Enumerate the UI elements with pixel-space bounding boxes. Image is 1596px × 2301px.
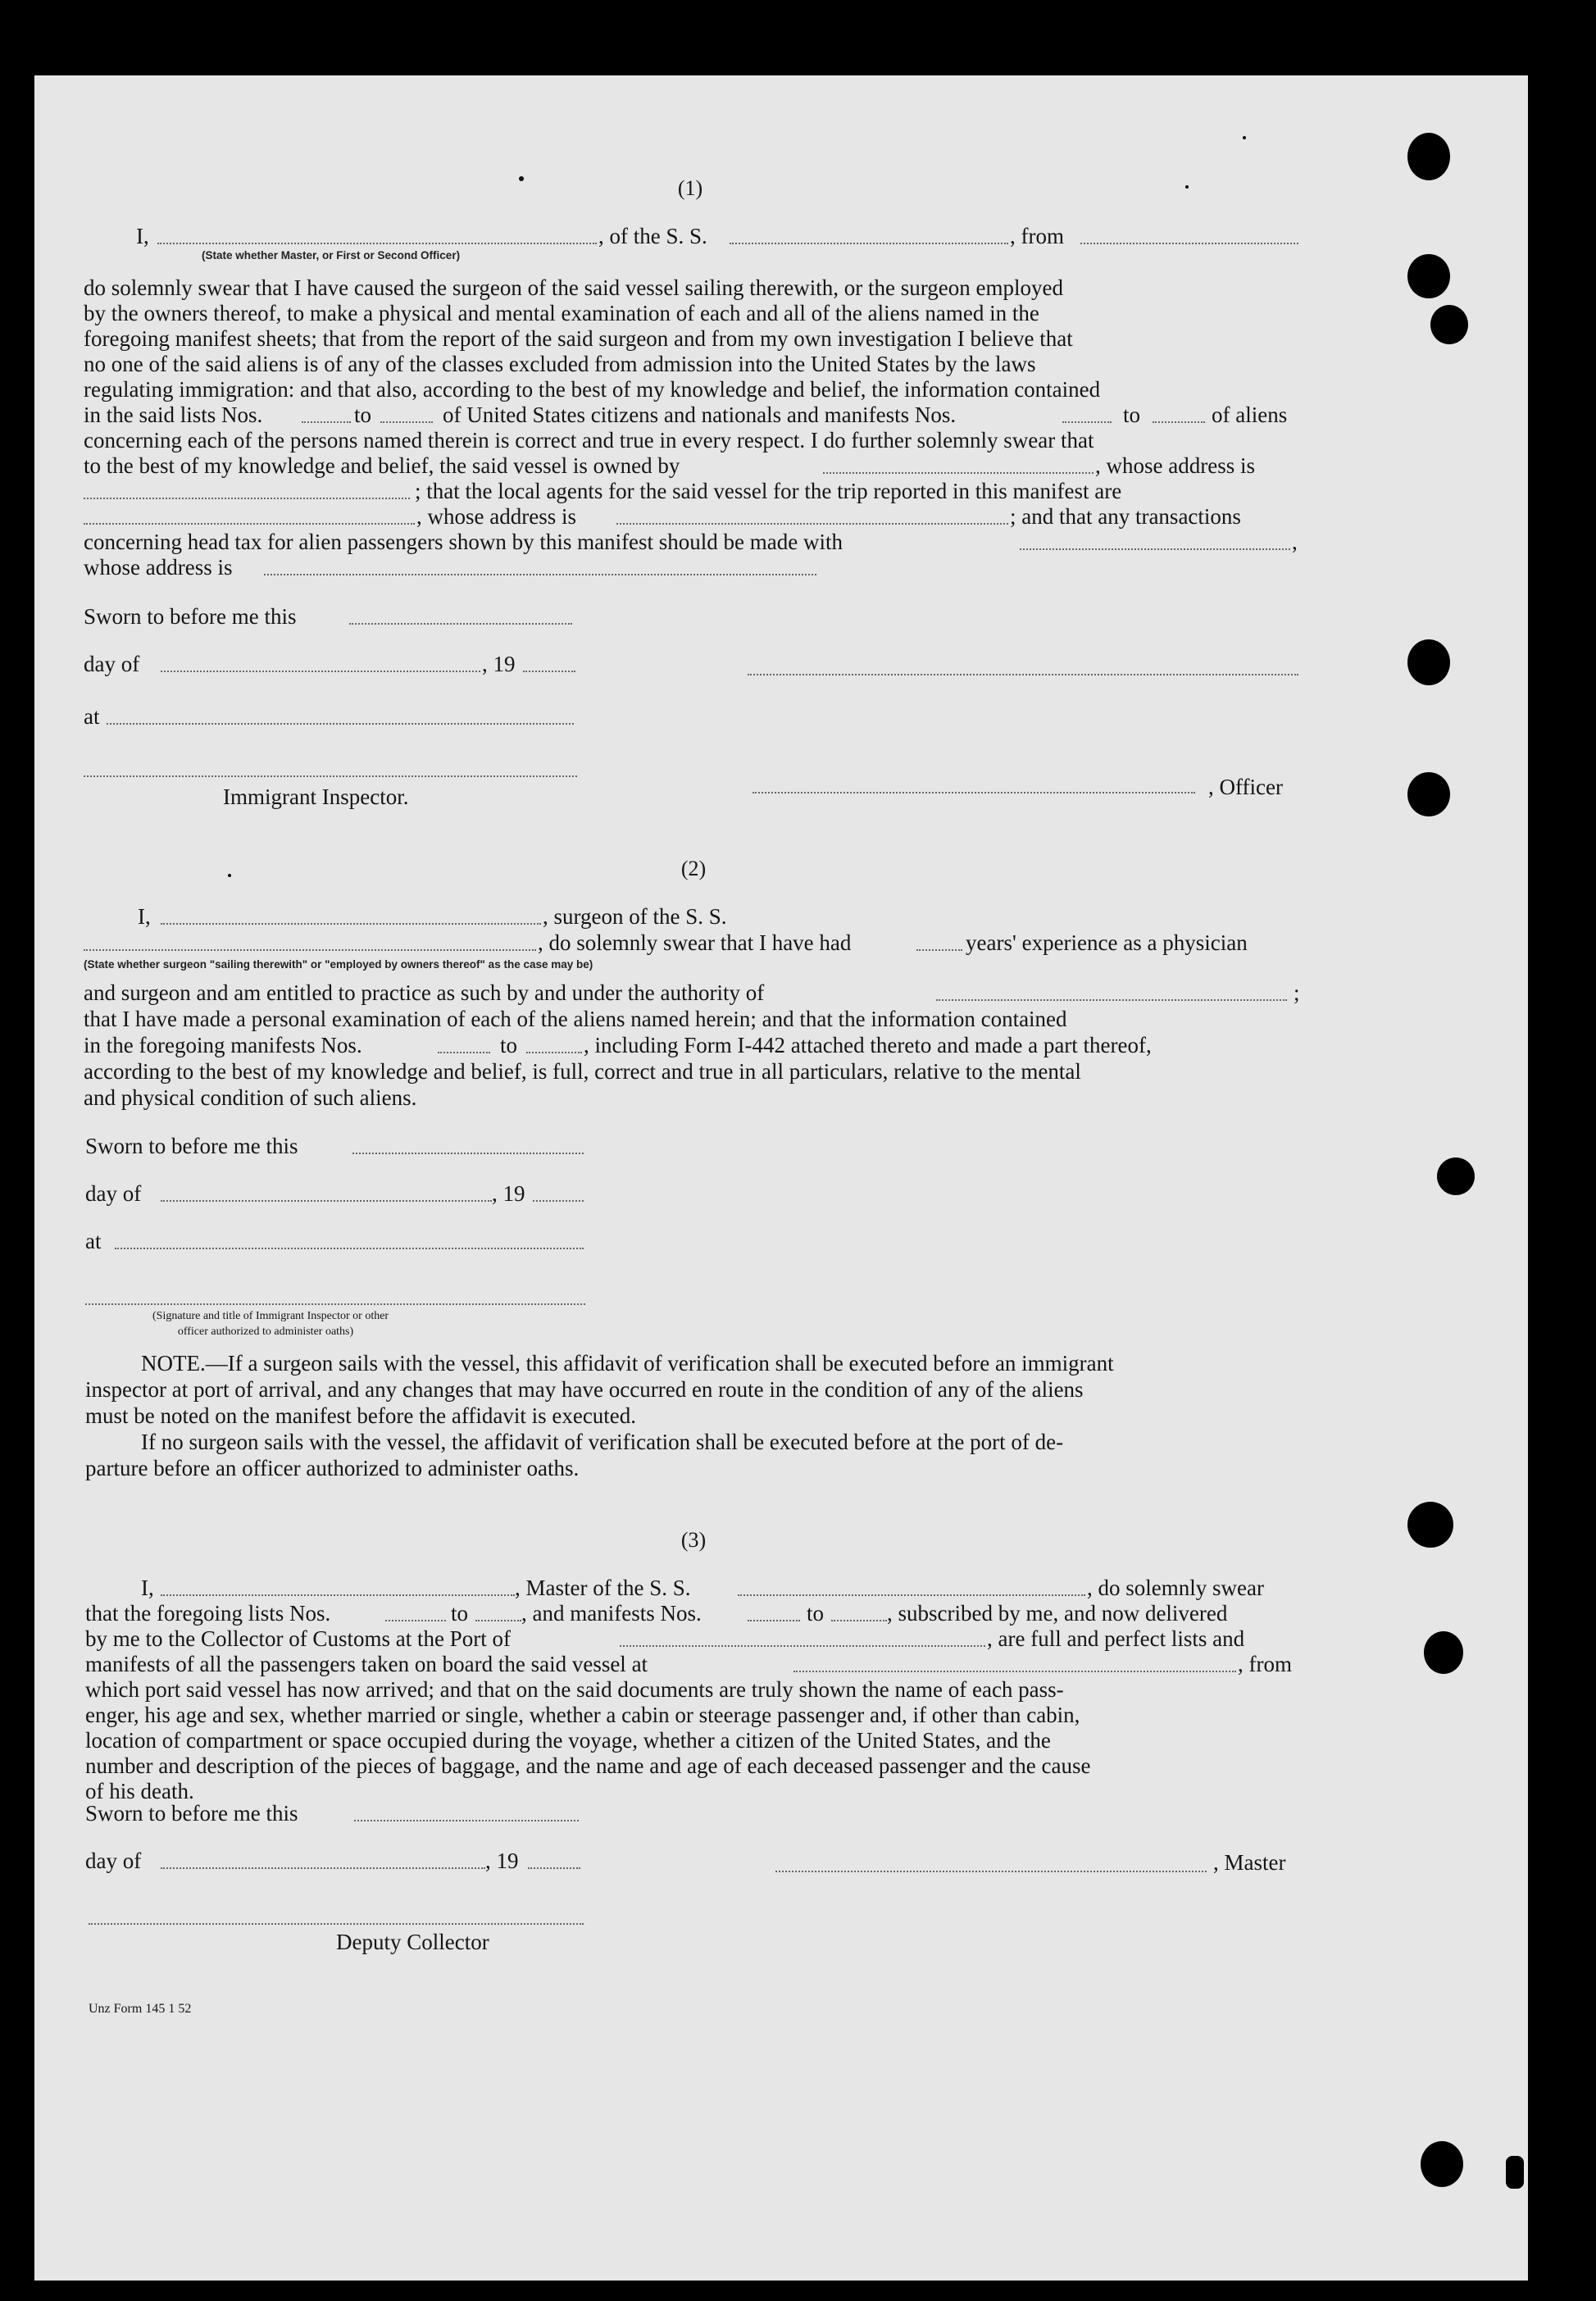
s1-sworn-field[interactable] (349, 623, 572, 625)
s2-solemnly-label: , do solemnly swear that I have had (538, 930, 852, 955)
s1-officer-note: (State whether Master, or First or Second Officer) (202, 249, 461, 261)
s3-text-line: of his death. (85, 1779, 194, 1803)
s2-surgeon-note: (State whether surgeon "sailing therewith" or "employed by owners thereof" as the case may be) (84, 958, 593, 971)
s1-vessel-name-field[interactable] (730, 243, 1008, 244)
s1-from-field[interactable] (1080, 243, 1298, 244)
s1-agent-address-label: , whose address is (416, 504, 576, 529)
s1-transactions-label: ; and that any transactions (1010, 504, 1241, 529)
s3-vessel-field[interactable] (738, 1594, 1085, 1596)
s3-to-label: to (807, 1601, 825, 1626)
s1-to-label: to (354, 402, 372, 427)
s1-to-label: to (1123, 402, 1141, 427)
s1-owner-field[interactable] (823, 472, 1094, 474)
s2-text-line: and physical condition of such aliens. (84, 1085, 417, 1110)
binder-hole (1437, 1157, 1475, 1195)
s3-sworn-label: Sworn to before me this (85, 1801, 298, 1826)
s2-form-label: , including Form I-442 attached thereto and made a part thereof, (584, 1033, 1152, 1057)
s1-lists-to-field[interactable] (380, 421, 433, 423)
s1-officer-label: , Officer (1208, 775, 1283, 799)
s1-comma: , (1292, 530, 1298, 554)
s3-year-field[interactable] (528, 1867, 580, 1869)
s2-signature-note-line1: (Signature and title of Immigrant Inspector or other (152, 1310, 389, 1322)
s2-surgeon-name-field[interactable] (161, 923, 541, 925)
s2-note-line: must be noted on the manifest before the affidavit is executed. (85, 1403, 637, 1428)
s1-sworn-label: Sworn to before me this (84, 604, 297, 629)
s2-authority-field[interactable] (936, 999, 1287, 1001)
s1-aliens-label: of aliens (1212, 402, 1288, 427)
s3-lists-from-field[interactable] (385, 1620, 446, 1621)
s1-owner-address-field[interactable] (84, 498, 410, 499)
s1-officer-name-field[interactable] (157, 243, 597, 244)
s3-manifests-to-field[interactable] (831, 1620, 887, 1621)
section-3-heading: (3) (680, 1528, 707, 1552)
s1-owner-label: to the best of my knowledge and belief, the said vessel is owned by (84, 453, 680, 478)
s2-text-line: that I have made a personal examination of each of the aliens named herein; and that the information contained (84, 1007, 1067, 1031)
binder-hole (1424, 1631, 1463, 1674)
s2-text-line: according to the best of my knowledge and belief, is full, correct and true in all particulars, relative to the mental (84, 1059, 1081, 1084)
s1-at-field[interactable] (107, 723, 574, 725)
section-2-heading: (2) (680, 857, 707, 880)
s3-text-line: location of compartment or space occupied during the voyage, whether a citizen of the United States, and the (85, 1728, 1051, 1753)
s1-at-label: at (84, 704, 100, 729)
s1-address-label: , whose address is (1095, 453, 1255, 478)
binder-hole (1430, 305, 1468, 344)
s3-lists-perfect-label: , are full and perfect lists and (987, 1626, 1245, 1651)
s1-text-line: do solemnly swear that I have caused the surgeon of the said vessel sailing therewith, or the surgeon employed (84, 275, 1063, 300)
s3-day-field[interactable] (161, 1867, 485, 1869)
binder-hole (1421, 2141, 1463, 2187)
s2-inspector-signature-field[interactable] (85, 1303, 585, 1305)
s2-sworn-field[interactable] (352, 1153, 584, 1154)
ink-speck (228, 874, 231, 877)
s2-note-line: NOTE.—If a surgeon sails with the vessel, this affidavit of verification shall be executed before an immigrant (141, 1351, 1114, 1376)
ink-speck (1185, 185, 1189, 189)
s1-manifests-label: of United States citizens and nationals and manifests Nos. (443, 402, 957, 427)
s3-manifests-label: , and manifests Nos. (521, 1601, 702, 1626)
s1-year-field[interactable] (523, 671, 575, 672)
form-number: Unz Form 145 1 52 (89, 2002, 192, 2016)
s1-year-label: , 19 (482, 652, 516, 676)
s2-semicolon: ; (1294, 980, 1300, 1005)
s2-vessel-field[interactable] (84, 949, 536, 951)
s3-port-label: by me to the Collector of Customs at the Port of (85, 1626, 511, 1651)
s1-lists-label: in the said lists Nos. (84, 402, 263, 427)
s1-day-of-label: day of (84, 652, 140, 676)
s2-day-of-label: day of (85, 1181, 142, 1206)
s3-deputy-label: Deputy Collector (336, 1930, 489, 1954)
s1-whose-address-label: whose address is (84, 555, 233, 580)
s3-port-field[interactable] (620, 1645, 985, 1647)
s3-subscribed-label: , subscribed by me, and now delivered (887, 1601, 1228, 1626)
s2-at-label: at (85, 1229, 102, 1253)
s1-of-ss-label: , of the S. S. (598, 224, 707, 248)
s2-at-field[interactable] (115, 1248, 584, 1249)
s1-agents-field[interactable] (84, 523, 415, 525)
s2-year-field[interactable] (533, 1200, 584, 1202)
s2-manifests-to-field[interactable] (526, 1052, 582, 1053)
s3-sworn-field[interactable] (354, 1820, 579, 1821)
s1-agent-address-field[interactable] (616, 523, 1008, 525)
s3-text-line: which port said vessel has now arrived; and that on the said documents are truly shown the name of each pass- (85, 1677, 1064, 1702)
binder-hole (1407, 254, 1450, 298)
s1-text-line: regulating immigration: and that also, according to the best of my knowledge and belief, the information contained (84, 377, 1101, 402)
ink-speck (1243, 136, 1246, 139)
s3-board-port-field[interactable] (793, 1671, 1236, 1672)
s1-manifests-from-field[interactable] (1062, 421, 1112, 423)
s1-lists-from-field[interactable] (302, 421, 351, 423)
binder-hole (1407, 639, 1450, 685)
s2-to-label: to (500, 1033, 518, 1057)
s2-surgeon-of-label: , surgeon of the S. S. (543, 904, 727, 929)
s2-manifests-from-field[interactable] (438, 1052, 490, 1053)
s3-year-label: , 19 (485, 1849, 519, 1873)
binder-hole (1407, 772, 1450, 816)
s1-text-line: by the owners thereof, to make a physical and mental examination of each and all of the aliens named in the (84, 301, 1039, 325)
s3-master-name-field[interactable] (161, 1594, 515, 1596)
s1-headtax-field[interactable] (1020, 548, 1290, 550)
s1-headtax-label: concerning head tax for alien passengers shown by this manifest should be made with (84, 530, 843, 554)
s2-day-field[interactable] (161, 1200, 492, 1202)
s3-master-label: , Master (1213, 1850, 1286, 1875)
s2-i-label: I, (138, 904, 151, 929)
ink-speck (519, 176, 524, 181)
s3-master-of-label: , Master of the S. S. (515, 1576, 691, 1600)
s2-note-line: inspector at port of arrival, and any changes that may have occurred en route in the condition of any of the aliens (85, 1377, 1084, 1402)
s2-sworn-label: Sworn to before me this (85, 1134, 298, 1158)
s1-i-label: I, (136, 224, 149, 248)
s3-board-label: manifests of all the passengers taken on board the said vessel at (85, 1652, 648, 1676)
s2-note-line: parture before an officer authorized to administer oaths. (85, 1456, 580, 1480)
s2-years-label: years' experience as a physician (966, 930, 1248, 955)
s3-lists-label: that the foregoing lists Nos. (85, 1601, 331, 1626)
binder-hole (1407, 1502, 1453, 1548)
s1-text-line: concerning each of the persons named therein is correct and true in every respect. I do further solemnly swear that (84, 428, 1094, 452)
s1-text-line: foregoing manifest sheets; that from the report of the said surgeon and from my own investigation I believe that (84, 326, 1073, 351)
s1-headtax-address-field[interactable] (264, 574, 816, 575)
s3-day-of-label: day of (85, 1849, 142, 1873)
s3-lists-to-field[interactable] (475, 1620, 521, 1621)
s1-inspector-label: Immigrant Inspector. (223, 784, 409, 809)
s2-signature-note (152, 1308, 389, 1339)
s3-deputy-signature-field[interactable] (89, 1923, 584, 1925)
s3-from-label: , from (1238, 1652, 1292, 1676)
s2-manifests-label: in the foregoing manifests Nos. (84, 1033, 362, 1057)
s2-signature-note-line2: officer authorized to administer oaths) (177, 1326, 354, 1338)
s1-inspector-signature-field[interactable] (84, 775, 577, 777)
binder-hole (1407, 133, 1450, 180)
s1-text-line: no one of the said aliens is of any of the classes excluded from admission into the United States by the laws (84, 352, 1036, 376)
s1-manifests-to-field[interactable] (1153, 421, 1205, 423)
s3-manifests-from-field[interactable] (748, 1620, 800, 1621)
s1-signature-field[interactable] (748, 674, 1298, 675)
s2-authority-label: and surgeon and am entitled to practice as such by and under the authority of (84, 980, 765, 1005)
s2-note-line: If no surgeon sails with the vessel, the affidavit of verification shall be executed before at the port of de- (141, 1430, 1064, 1454)
s3-master-signature-field[interactable] (775, 1871, 1207, 1872)
s2-years-field[interactable] (916, 949, 962, 951)
s1-from-label: , from (1010, 224, 1064, 248)
s3-text-line: number and description of the pieces of baggage, and the name and age of each deceased passenger and the cause (85, 1753, 1091, 1778)
s1-agents-label: ; that the local agents for the said vessel for the trip reported in this manifest are (415, 479, 1122, 503)
binder-hole (1506, 2156, 1524, 2189)
s3-i-label: I, (141, 1576, 154, 1600)
s2-year-label: , 19 (492, 1181, 525, 1206)
s1-officer-title-field[interactable] (753, 792, 1195, 794)
s1-day-field[interactable] (161, 671, 480, 672)
s3-text-line: enger, his age and sex, whether married or single, whether a cabin or steerage passenger and, if other than cabin, (85, 1703, 1080, 1727)
section-1-heading: (1) (677, 176, 703, 200)
s3-solemnly-label: , do solemnly swear (1087, 1576, 1264, 1600)
s3-to-label: to (451, 1601, 469, 1626)
